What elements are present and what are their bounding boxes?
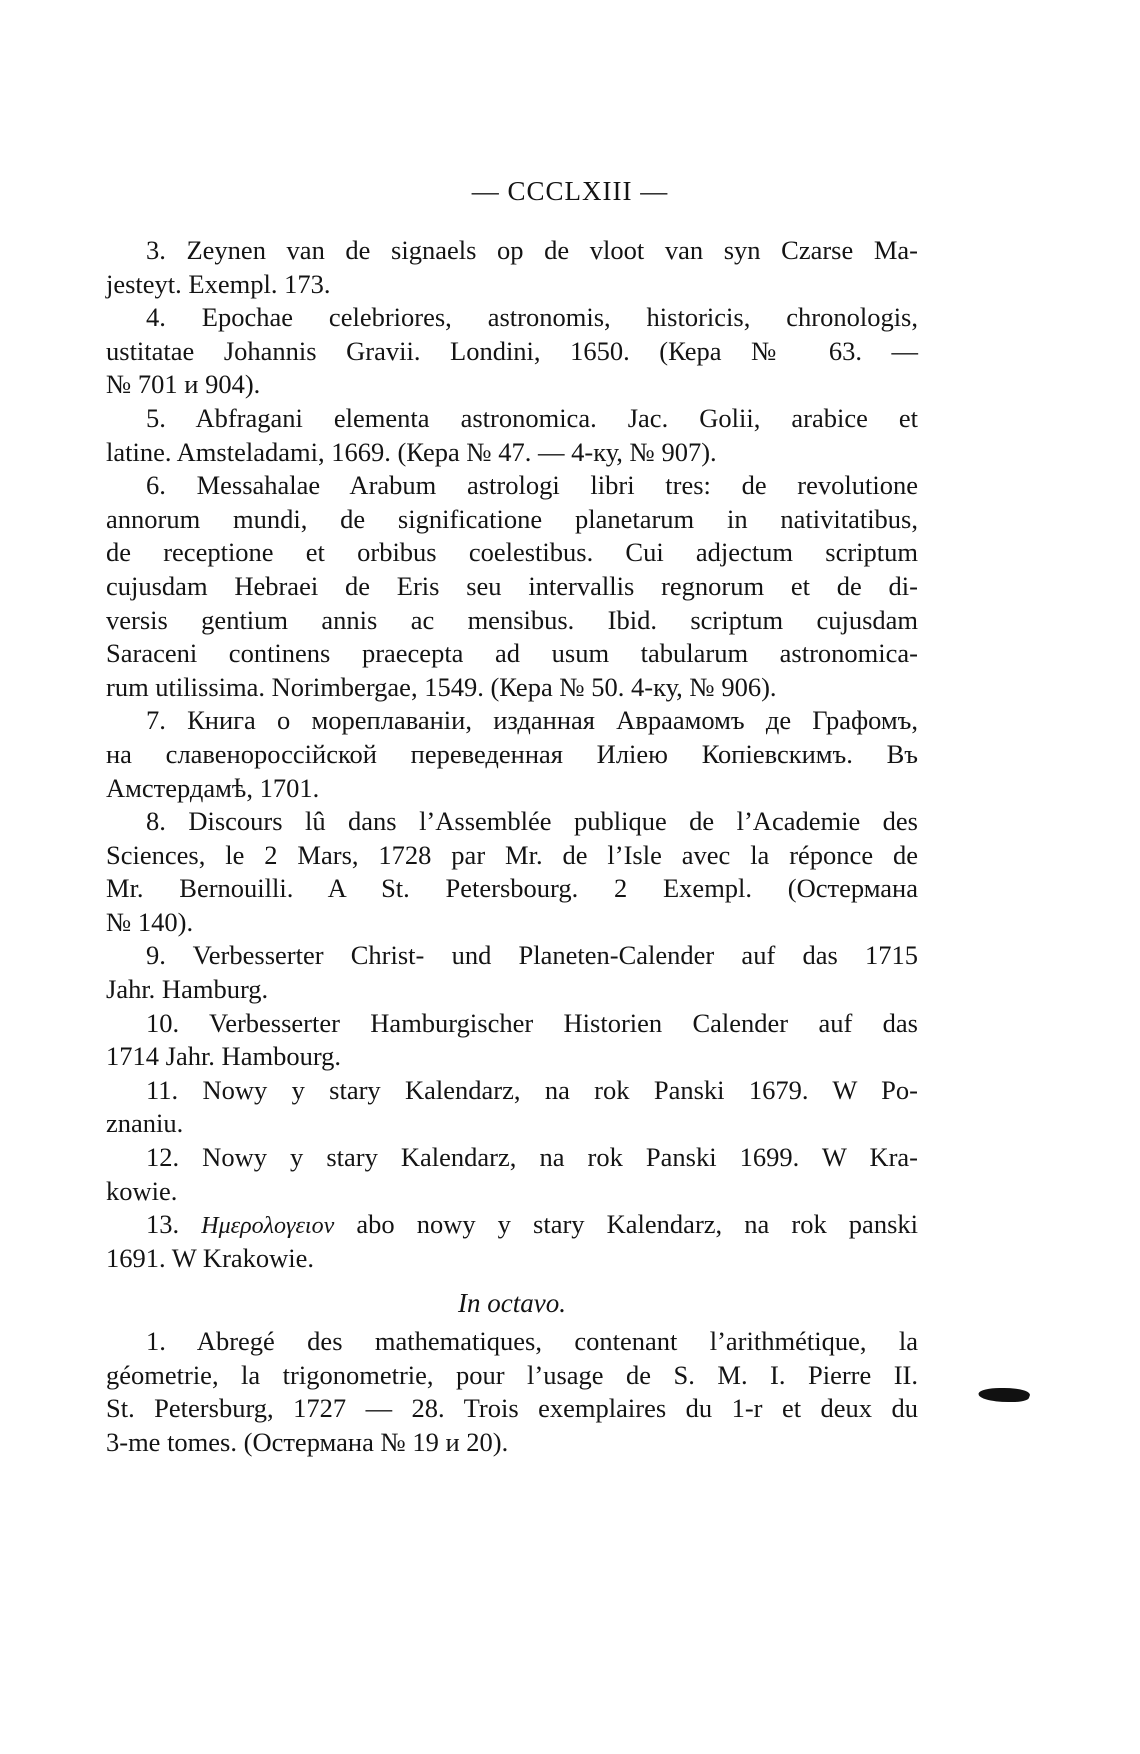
- entry-line: 1691. W Krakowie.: [106, 1242, 315, 1273]
- page-number-heading: — CCCLXIII —: [471, 176, 669, 206]
- entry-line: 4. Epochae celebriores, astronomis, historicis, chronologis,: [146, 302, 918, 333]
- entry-line: 8. Discours lû dans l’Assemblée publique de l’Academie des: [146, 806, 918, 837]
- section-heading: In octavo.: [458, 1288, 566, 1319]
- entry-line: Sciences, le 2 Mars, 1728 par Mr. de l’Isle avec la réponce de: [106, 839, 918, 870]
- catalog-entry: [106, 805, 918, 939]
- entry-line: St. Petersburg, 1727 — 28. Trois exemplaires du 1-r et deux du: [106, 1393, 918, 1424]
- entry-line: Mr. Bernouilli. A St. Petersbourg. 2 Exempl. (Остермана: [106, 873, 918, 904]
- entry-line: kowie.: [106, 1175, 178, 1206]
- catalog-entry: [106, 469, 918, 704]
- entry-line: 7. Книга о мореплаваніи, изданная Авраамомъ де Графомъ,: [146, 705, 918, 736]
- entry-line: № 701 и 904).: [106, 369, 261, 400]
- catalog-entry: [106, 234, 918, 301]
- entry-line: versis gentium annis ac mensibus. Ibid. scriptum cujusdam: [106, 604, 918, 635]
- entry-line: 11. Nowy y stary Kalendarz, na rok Panski 1679. W Po-: [146, 1074, 918, 1105]
- entry-text: 13.: [146, 1209, 202, 1240]
- catalog-content: [106, 234, 918, 1459]
- entry-line: ustitatae Johannis Gravii. Londini, 1650. (Кера № 63. —: [106, 335, 918, 366]
- entry-line: 9. Verbesserter Christ- und Planeten-Calender auf das 1715: [146, 940, 918, 971]
- catalog-entry: [106, 301, 918, 402]
- entry-line: 10. Verbesserter Hamburgischer Historien Calender auf das: [146, 1007, 918, 1038]
- entry-line: de receptione et orbibus coelestibus. Cui adjectum scriptum: [106, 537, 918, 568]
- catalog-entries-quarto: [106, 234, 918, 1275]
- entry-line: Jahr. Hamburg.: [106, 974, 269, 1005]
- catalog-entry: [106, 1007, 918, 1074]
- entry-line: 3-me tomes. (Остермана № 19 и 20).: [106, 1426, 509, 1457]
- entry-line: 6. Messahalae Arabum astrologi libri tres: de revolutione: [146, 470, 918, 501]
- entry-line: znaniu.: [106, 1108, 184, 1139]
- entry-line: 1714 Jahr. Hambourg.: [106, 1041, 342, 1072]
- catalog-entries-octavo: [106, 1325, 918, 1459]
- catalog-entry: [106, 1325, 918, 1459]
- greek-title: Ημερολογειον: [201, 1213, 335, 1240]
- entry-line: rum utilissima. Norimbergae, 1549. (Кера № 50. 4-ку, № 906).: [106, 671, 777, 702]
- entry-line: Saraceni continens praecepta ad usum tabularum astronomica-: [106, 638, 918, 669]
- entry-text: abo nowy y stary Kalendarz, na rok panski: [334, 1209, 918, 1240]
- entry-line: géometrie, la trigonometrie, pour l’usage de S. M. I. Pierre II.: [106, 1359, 918, 1390]
- catalog-entry: [106, 704, 918, 805]
- catalog-entry: [106, 1074, 918, 1141]
- entry-line: 1. Abregé des mathematiques, contenant l’arithmétique, la: [146, 1326, 918, 1356]
- catalog-entry: [106, 1208, 918, 1275]
- catalog-entry: [106, 402, 918, 469]
- entry-line: cujusdam Hebraei de Eris seu intervallis regnorum et de di-: [106, 570, 918, 601]
- catalog-entry: [106, 1141, 918, 1208]
- entry-line: [106, 1208, 918, 1242]
- entry-line: 12. Nowy y stary Kalendarz, na rok Panski 1699. W Kra-: [146, 1142, 918, 1173]
- entry-line: на славенороссійской переведенная Иліею Копіевскимъ. Въ: [106, 738, 918, 769]
- entry-line: jesteyt. Exempl. 173.: [106, 268, 331, 299]
- entry-line: 5. Abfragani elementa astronomica. Jac. Golii, arabice et: [146, 402, 918, 433]
- entry-line: annorum mundi, de significatione planetarum in nativitatibus,: [106, 503, 918, 534]
- ink-blot: [975, 1388, 1032, 1402]
- entry-line: Амстердамѣ, 1701.: [106, 772, 320, 803]
- entry-line: 3. Zeynen van de signaels op de vloot van syn Czarse Ma-: [146, 235, 918, 265]
- entry-line: latine. Amsteladami, 1669. (Кера № 47. — 4-ку, № 907).: [106, 436, 717, 467]
- catalog-entry: [106, 939, 918, 1006]
- entry-line: № 140).: [106, 906, 194, 937]
